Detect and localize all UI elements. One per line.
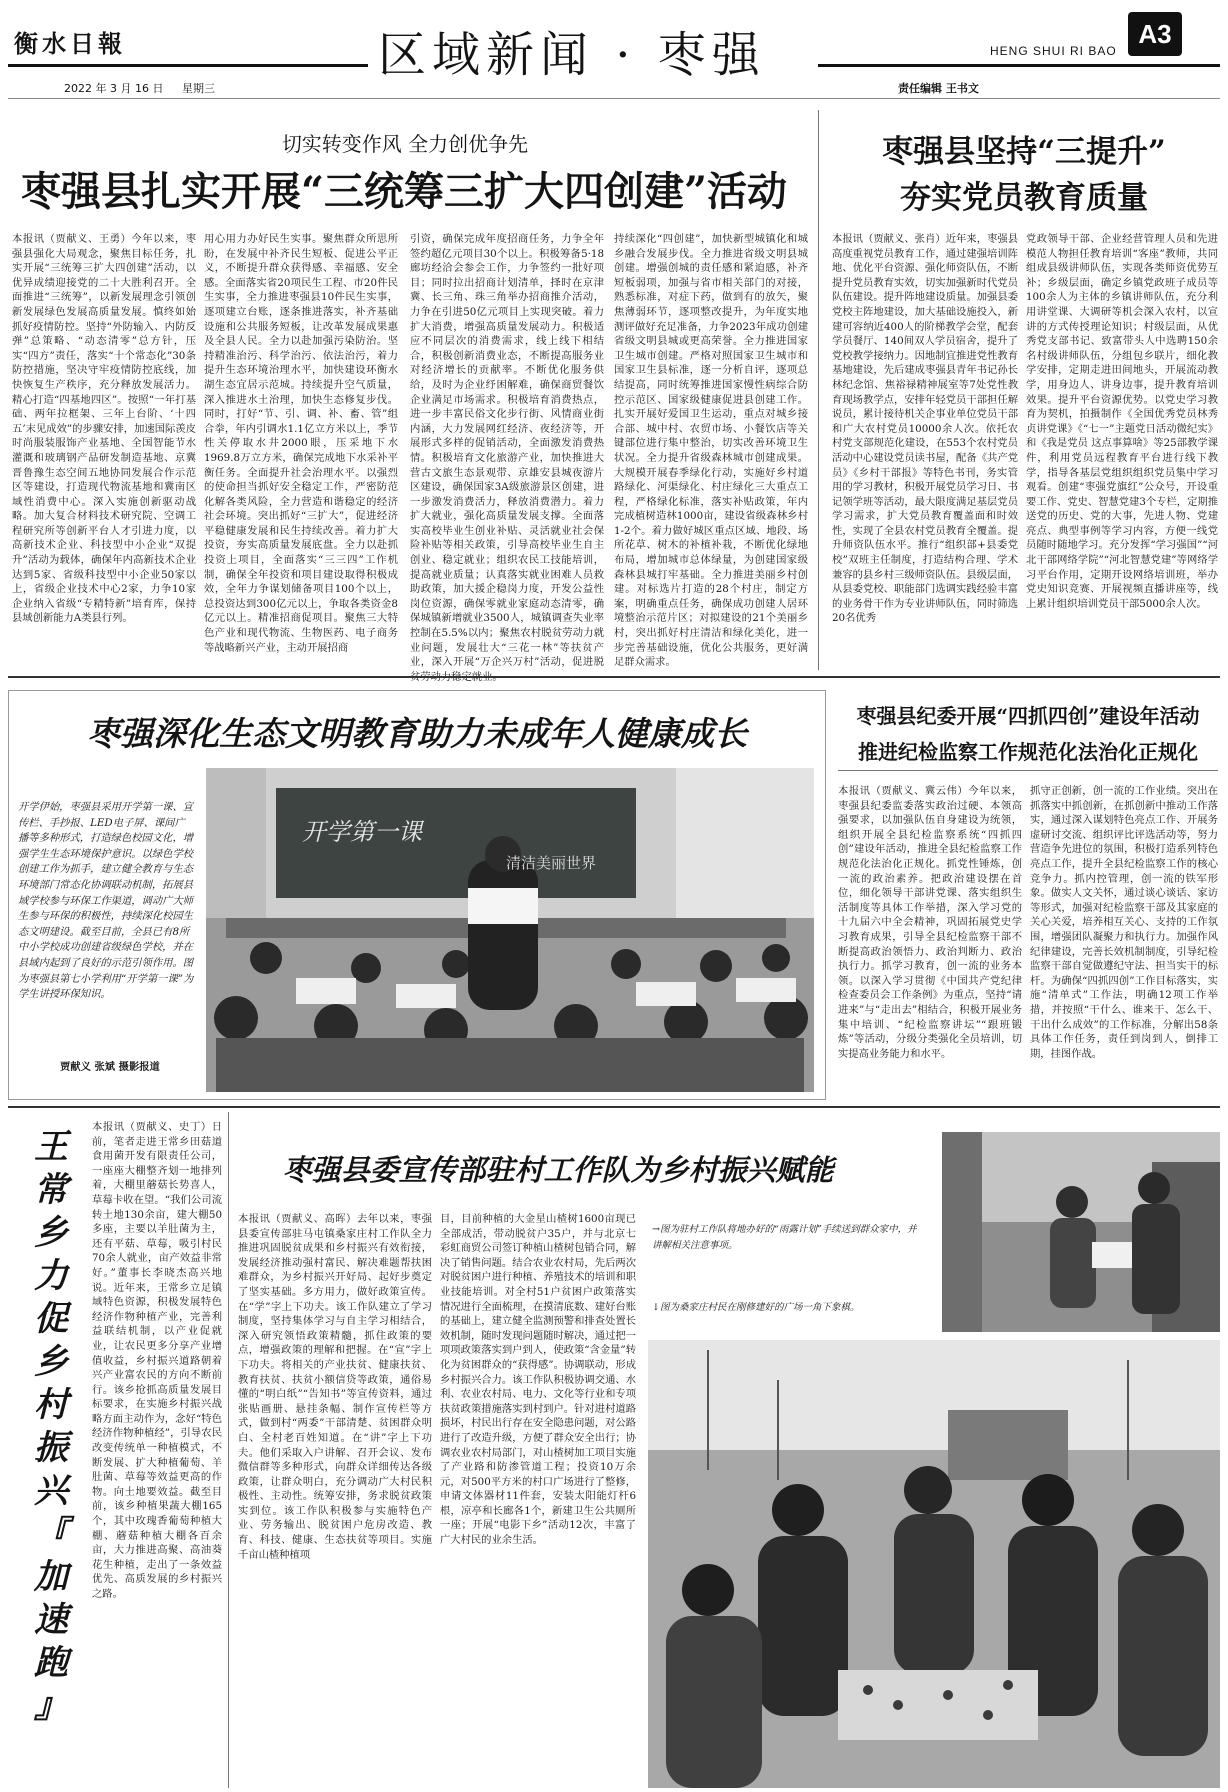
newspaper-logo: 衡水日報: [14, 29, 126, 58]
article4-body-col2: 抓守正创新，创一流的工作业绩。突出在抓落实中抓创新，在抓创新中推动工作落实，通过深入谋划特色亮点工作、开展务虚研讨交流、组织评比评选活动等，努力营造争先进位的氛围，积极打造系列特色亮点工作，提升全县纪检监察工作的核心竞争力。抓内控管理，创一流的铁军形象。做实人文关怀，通过谈心谈话、家访等形式，加强对纪检监察干部及其家庭的关心关爱，培养相互关心、支持的工作氛围，增强团队凝聚力和执行力。加强作风纪律建设，完善长效机制制度，引导纪检监察干部自觉做遵纪守法、担当实干的标杆。为确保“四抓四创”工作目标落实，实施“清单式”工作法，明确12项工作举措，并按照“干什么、谁来干、怎么干、干出什么成效”的工作标准，分解出58条具体工作任务，责任到岗到人，倒排工期，挂图作战。: [1030, 785, 1218, 1060]
article1-divider: [818, 110, 819, 670]
article2-body-col1: 本报讯（贾献义、张肖）近年来，枣强县高度重视党员教育工作，通过建强培训阵地、优化平台资源、强化师资队伍，不断提升党员教育实效，切实加强新时代党员队伍建设。提升阵地建设质量。加强县委党校主阵地建设，加大基础设施投入，新建可容纳近400人的阶梯教学会堂，配套学员餐厅、140间双人学员宿舍，提升了党校教学接纳力。因地制宜推进党性教育基地建设，先后建成枣强县青年书记孙长林纪念馆、焦裕禄精神展室等7处党性教育现场教学点，安排年轻党员干部担任解说员，累计接待机关企事业单位党员干部和广大农村党员10000余人次。依托农村党支部规范化建设，在553个农村党员活动中心建设党员读书屋，配备《共产党员》《乡村干部报》等特色书刊，务实管用的学习教材，积极开展党员学习日、书记领学班等活动，最大限度满足基层党员学习需求，扩大党员教育覆盖面和时效性，实现了全县农村党员教育全覆盖。提升师资队伍水平。推行“组织部+县委党校”双班主任制度，打造结构合理、学术兼容的县乡村三级师资队伍。县级层面，从县委党校、职能部门选调实践经验丰富的业务骨干作为专业讲师队伍，同时筛选20名优秀: [832, 233, 1018, 625]
article3-title: 枣强深化生态文明教育助力未成年人健康成长: [87, 714, 747, 753]
masthead-bottom-rule: [8, 98, 1220, 99]
article2-title-line2: 夯实党员教育质量: [900, 180, 1148, 216]
article4-title-line1: 枣强县纪委开展“四抓四创”建设年活动: [856, 704, 1200, 728]
blackboard-text: 开学第一课: [302, 818, 422, 846]
article5-title-char: 振: [34, 1428, 68, 1468]
article3-caption: 开学伊始，枣强县采用开学第一课、宣传栏、手抄报、LED电子屏、课间广播等多种形式，打造绿色校园文化，增强学生生态环境保护意识。以绿色学校创建工作为抓手，建立健全教育与生态环境部门常态化协调联动机制，拓展县域学校参与环保工作渠道，调动广大师生参与环保的积极性，持续深化校园生态文明建设。截至目前，全县已有8所中小学校成功创建省级绿色学校，并在县域内起到了良好的示范引领作用。图为枣强县第七小学利用“开学第一课”为学生讲授环保知识。: [18, 801, 194, 1001]
article5-divider: [228, 1112, 229, 1788]
masthead-right-rule: [818, 64, 1220, 67]
article6-body-col2: 目，目前种植的大金星山楂树1600亩现已全部成活，带动脱贫户35户，并与北京七彩虹商贸公司签订种植山楂树包销合同，解决了销售问题。结合农业农村局，先后两次对脱贫困户进行种植、养殖技术的培训和职业技能培训。对全村51户贫困户政策落实情况进行全面梳理，在摸清底数、建好台账的基础上，建立健全监测预警和排查处置长效机制，随时发现问题随时解决，通过把一项项政策落实到户到人，使政策“含金量”转化为贫困群众的“获得感”。协调联动，形成乡村振兴合力。该工作队积极协调交通、水利、农业农村局、电力、文化等行业和专项扶贫政策措施落实到村到户。针对进村道路损坏，村民出行存在安全隐患问题，对公路进行了改造升级，方便了群众安全出行；协调农业农村局部门，对山楂树加工项目实施了产业路和防渗管道工程；投资10万余元，对500平方米的村口广场进行了整修，申请文体器材11件套，安装太阳能灯杆6根，凉亭和长廊各1个，新建卫生公共厕所一座；开展“电影下乡”活动12次，丰富了广大村民的业余生活。: [440, 1213, 636, 1547]
article6-body-col1: 本报讯（贾献义、高晖）去年以来，枣强县委宣传部驻马屯镇桑家庄村工作队全力推进巩固脱贫成果和乡村振兴有效衔接，发展经济推动强村富民、解决难题帮扶困难群众，为乡村振兴开好局、起好步奠定了坚实基础。多方用力，做好政策宣传。在“学”字上下功夫。该工作队建立了学习制度，坚持集体学习与自主学习相结合，深入研究领悟政策精髓，抓住政策的要点，增强政策的理解和把握。在“宣”字上下功夫。将相关的产业扶贫、健康扶贫、教育扶贫、扶贫小额信贷等政策，通俗易懂的“明白纸”“告知书”等宣传资料，通过张贴画册、悬挂条幅、制作宣传栏等方式，做到村“两委”干部清楚、贫困群众明白、全村老百姓知道。在“讲”字上下功夫。他们采取入户讲解、召开会议、发布微信群等多种形式，向群众详细传达各级政策，让群众明白，充分调动广大村民积极性、主动性。统筹安排，务求脱贫政策实到位。该工作队积极参与实施特色产业、劳务输出、脱贫困户危房改造、教育、科技、健康、生态扶贫等项目。实施千亩山楂种植项: [238, 1213, 432, 1561]
article5-title-char: 村: [34, 1385, 68, 1425]
article5-title-char: 促: [34, 1299, 68, 1339]
article1-subtitle: 切实转变作风 全力创优争先: [281, 132, 529, 156]
article2-body-col2: 党政领导干部、企业经营管理人员和先进模范人物担任教育培训“客座”教师，共同组成县级讲师队伍，实现各类师资优势互补；乡级层面，确定乡镇党政班子成员等100余人为主体的乡镇讲师队伍，充分利用讲堂课、大调研等机会深入农村，以宣讲的方式传授理论知识；村级层面，从优秀党支部书记、致富带头人中选聘150余名村级讲师队伍，分组包乡联片，细化教学安排，定期走进田间地头，开展流动教学，用身边人、讲身边事，提升教育培训效果。提升平台资源优势。以党史学习教育为契机，拍摄制作《全国优秀党员林秀贞讲党课》《“七一”主题党日活动微纪实》和《我是党员 这点事算啥》等25部教学课件，利用党员远程教育平台进行线下教学，指导各基层党组织组织党员集中学习观看。创建“枣强党旗红”公众号，开设重要工作、党史、智慧党建3个专栏，定期推送党的历史、党的大事，先进人物、党建亮点、典型事例等学习内容，方便一线党员随时随地学习。充分发挥“学习强国”“河北干部网络学院”“河北智慧党建”等网络学习平台作用，定期开设网络培训班，举办党史知识竞赛、开展视频直播讲座等，线上累计组织培训党员干部5000余人次。: [1026, 233, 1218, 610]
issue-weekday: 星期三: [182, 82, 215, 95]
article5-title-char: 『: [34, 1514, 68, 1554]
article5-title-char: 速: [34, 1600, 68, 1640]
section-divider-1: [8, 676, 1220, 678]
village-photo-2: [648, 1340, 1220, 1788]
classroom-photo: [206, 768, 814, 1092]
editor-line: 责任编辑 王书文: [898, 82, 979, 95]
chess-square-illustration: [648, 1340, 1220, 1788]
pinyin-title: HENG SHUI RI BAO: [990, 44, 1117, 58]
article1-body-col3: 引资，确保完成年度招商任务，力争全年签约超亿元项目30个以上。积极筹备5·18廊坊经洽会参会工作，力争签约一批好项目；同时拉出招商计划清单，择时在京津冀、长三角、珠三角举办招商推介活动，力争在引进50亿元项目上实现突破。着力扩大消费，增强高质量发展动力。积极适应不同层次的消费需求，线上线下相结合，积极创新消费业态，不断提高服务业对经济增长的贡献率。不断优化服务供给，及时为企业纾困解难，确保商贸餐饮企业满足市场需求。积极培育消费热点，进一步丰富民俗文化步行街、风情商业街内涵，大力发展网红经济、夜经济等，开展形式多样的促销活动，全面激发消费热情。积极培育文化旅游产业，加快推进大营古文旅生态景观带、京雄安县城夜游片区建设，确保国家3A级旅游景区创建，进一步激发消费活力，释放消费潜力。着力扩大就业，强化高质量发展支撑。全面落实高校毕业生创业补贴、灵活就业社会保险补贴等相关政策，引导高校毕业生自主创业、稳定就业；组织农民工技能培训，提高就业质量；认真落实就业困难人员救助政策，加大援企稳岗力度，开发公益性岗位资源，确保零就业家庭动态清零，确保城镇新增就业3500人，城镇调查失业率控制在5.5%以内；聚焦农村脱贫劳动力就业问题，发展壮大“三花一林”等扶贫产业，深入开展“万企兴万村”活动，促进脱: [410, 233, 604, 669]
photo-caption-2: ↓图为桑家庄村民在刚修建好的广场一角下象棋。: [652, 1302, 860, 1313]
article5-title-char: 力: [34, 1256, 68, 1296]
article1-title: 枣强县扎实开展“三统筹三扩大四创建”活动: [20, 168, 787, 215]
article5-title-char: 常: [34, 1170, 68, 1210]
house-visit-illustration: [942, 1132, 1220, 1332]
article1-body-col2: 用心用力办好民生实事。聚焦群众所思所盼，在发展中补齐民生短板、促进公平正义，不断提升群众获得感、幸福感、安全感。全面落实省20项民生工程、市20件民生实事，全力推进枣强县10件民生实事，逐项建立台账，逐条推进落实，补齐基础设施和公共服务短板，让改革发展成果惠及全县人民。全力以赴加强污染防治。坚持精准治污、科学治污、依法治污，着力提升生态环境治理水平，加快建设环衡水湖生态宜居示范城。持续提升空气质量，深入推进水土治理，加快生态修复步伐。同时，打好“节、引、调、补、畜、管”组合拳，年内引调水1.1亿立方米以上，季节性关停取水井2000眼，压采地下水1969.8万立方米，确保完成地下水采补平衡任务。全面提升社会治理水平。以强烈的使命担当抓好安全稳定工作，严密防范化解各类风险，全力营造和谐稳定的经济社会环境。突出抓好“三扩大”，促进经济平稳健康发展和民生持续改善。着力扩大投资，夯实高质量发展底盘。全力以赴抓投资上项目，全面落实“三三四”工作机制，确保全年投资和项目建设取得积极成效，全年力争谋划储备项目100个以上，总投资达到300亿元以上，争取各类资金8亿元以上。精准招商促项目。聚焦三大特色产业和现代物流、生物医药、电子商务等战略新兴产业，主动开展招商: [204, 233, 398, 654]
article5-title-char: 』: [34, 1686, 68, 1726]
village-photo-1: [942, 1132, 1220, 1332]
article5-title-char: 王: [34, 1127, 68, 1167]
article5-title-char: 乡: [34, 1342, 68, 1382]
section-divider-2: [8, 1106, 1220, 1108]
masthead-left-rule: [8, 64, 368, 67]
article6-title: 枣强县委宣传部驻村工作队为乡村振兴赋能: [282, 1153, 834, 1187]
article5-title-char: 兴: [34, 1471, 68, 1511]
article5-vertical-title: [14, 1126, 88, 1746]
article5-body: 本报讯（贾献义、史丁）日前，笔者走进王常乡田菇道食用菌开发有限责任公司，一座座大棚整齐划一地排列着，大棚里蘑菇长势喜人，草莓卡收在望。“我们公司流转土地130余亩，建大棚50多座，主要以羊肚菌为主，还有平菇、草莓，吸引村民70余人就业，亩产效益非常好。”董事长李晓杰高兴地说。近年来，王常乡立足镇域特色资源，积极发展特色经济作物种植产业，完善利益联结机制，以产业促就业，让农民更多分享产业增值收益，乡村振兴道路朝着兴产业富农民的方向不断前行。该乡抢抓高质量发展目标要求，在实施乡村振兴战略方面主动作为，念好“特色经济作物种植经”，引导农民改变传统单一种植模式，不断发展、扩大种植葡萄、羊肚菌、草莓等效益更高的作物。向土地要效益。截至目前，该乡种植果蔬大棚165个，其中玫瑰香葡萄种植大棚、蘑菇种植大棚各百余亩，大力推进高聚、高油葵花生种植，走出了一条效益优先、高质发展的乡村振兴之路。: [92, 1121, 222, 1600]
article3-credit: 贾献义 张斌 摄影报道: [60, 1061, 160, 1073]
article4-title-line2: 推进纪检监察工作规范化法治化正规化: [858, 740, 1198, 764]
issue-date: 2022 年 3 月 16 日: [64, 82, 164, 95]
article4-body-col1: 本报讯（贾献义、冀云伟）今年以来，枣强县纪委监委落实政治过硬、本领高强要求，以加强队伍自身建设为统领，组织开展全县纪检监察系统“四抓四创”建设年活动，推进全县纪检监察工作规范化法治化正规化。抓党性锤炼，创一流的政治素养。把政治建设摆在首位，细化领导干部讲党课、落实组织生活制度等具体工作举措，深入学习党的十九届六中全会精神，巩固拓展党史学习教育成果，引导全县纪检监察干部不断提高政治领悟力、政治判断力、政治执行力。抓学习教育，创一流的业务本领。以深入学习贯彻《中国共产党纪律检查委员会工作条例》为重点，坚持“请进来”与“走出去”相结合，积极开展业务集中培训、“纪检监察讲坛”“跟班锻炼”等活动，分级分类强化全员培训，切实提高业务能力和水平。: [838, 785, 1022, 1060]
article1-body-col4: 持续深化“四创建”，加快新型城镇化和城乡融合发展步伐。全力推进省级文明县城创建。增强创城的责任感和紧迫感，补齐短板弱项，加强与省市相关部门的对接，熟悉标准，对症下药，做到有的放矢，聚焦薄弱环节，逐项整改提升，为年度实地测评做好充足准备，力争2023年成功创建省级文明县城或更高荣誉。全力推进国家卫生城市创建。严格对照国家卫生城市和国家卫生县标准，逐一分析自评，逐项总结提高，同时统筹推进国家慢性病综合防控示范区、国家级健康促进县创建工作。扎实开展好爱国卫生运动，重点对城乡接合部、城中村、农贸市场、小餐饮店等关键部位进行集中整治，切实改善环境卫生状况。全力提升省级森林城市创建成果。大规模开展春季绿化行动，实施好乡村道路绿化、河渠绿化、村庄绿化三大重点工程，严格绿化标准，落实补贴政策，年内完成植树造林1000亩，建设省级森林乡村1-2个。着力做好城区重点区域、地段、场所花草、树木的补植补栽，不断优化绿地布局，增加城市总体绿量，为创建国家级森林县城打牢基础。全力推进美丽乡村创建。对标选片打造的28个村庄，制定方案，明确重点任务，确保成功创建人居环境整治示范片区；对拟建设的21个美丽乡村，突出抓好村庄清洁和绿化美化，进一步完善基础设施，优化公共服务，更好满足群众需求。: [614, 233, 808, 669]
article5-title-char: 乡: [34, 1213, 68, 1253]
article1-body-col1: 本报讯（贾献义、王勇）今年以来，枣强县强化大局观念，聚焦目标任务，扎实开展“三统筹三扩大四创建”活动，以优异成绩迎接党的二十大胜利召开。全面推进“三统筹”，以新发展理念引领创新发展绿色发展高质量发展。慎终如始抓好疫情防控。坚持“外防输入、内防反弹”总策略、“动态清零”总方针，压实“四方”责任，落实“十个常态化”30条防控措施，坚决守牢疫情防控底线，加快恢复生产秩序，充分释放发展活力。精心打造“四基地四区”。按照“一年打基础、两年拉框架、三年上台阶、‘十四五’末见成效”的步骤安排，加速国际羡皮时尚服装服饰产业基地、全国智能节水灌溉和玻璃钢产品研发制造基地、京冀晋鲁豫生态空间五地协同发展合作示范区等建设，打造现代物流基地和冀南区域性消费中心。深入实施创新驱动战略。加大复合材料技术研究院、空调工程研究所等创新平台人才引进力度，以高新技术企业、科技型中小企业“双提升”活动为载体，确保年内高新技术企业达到5家、省级科技型中小企业50家以上，省级企业技术中心2家，力争10家企业纳入省级“专精特新”培育库，保持县域创新能力A类县行列。: [12, 233, 196, 625]
photo-caption-1: →图为驻村工作队将地办好的“雨露计划”手续送到群众家中，并讲解相关注意事项。: [652, 1224, 917, 1251]
article4-rule: [838, 770, 1218, 771]
article2-title-line1: 枣强县坚持“三提升”: [882, 134, 1166, 170]
section-title: 区域新闻 · 枣强: [378, 27, 766, 83]
classroom-photo-illustration: [206, 768, 814, 1092]
page-number: A3: [1128, 12, 1182, 56]
blackboard-subtext: 清洁美丽世界: [506, 854, 597, 872]
article5-title-char: 跑: [34, 1643, 68, 1683]
article5-title-char: 加: [34, 1557, 68, 1597]
